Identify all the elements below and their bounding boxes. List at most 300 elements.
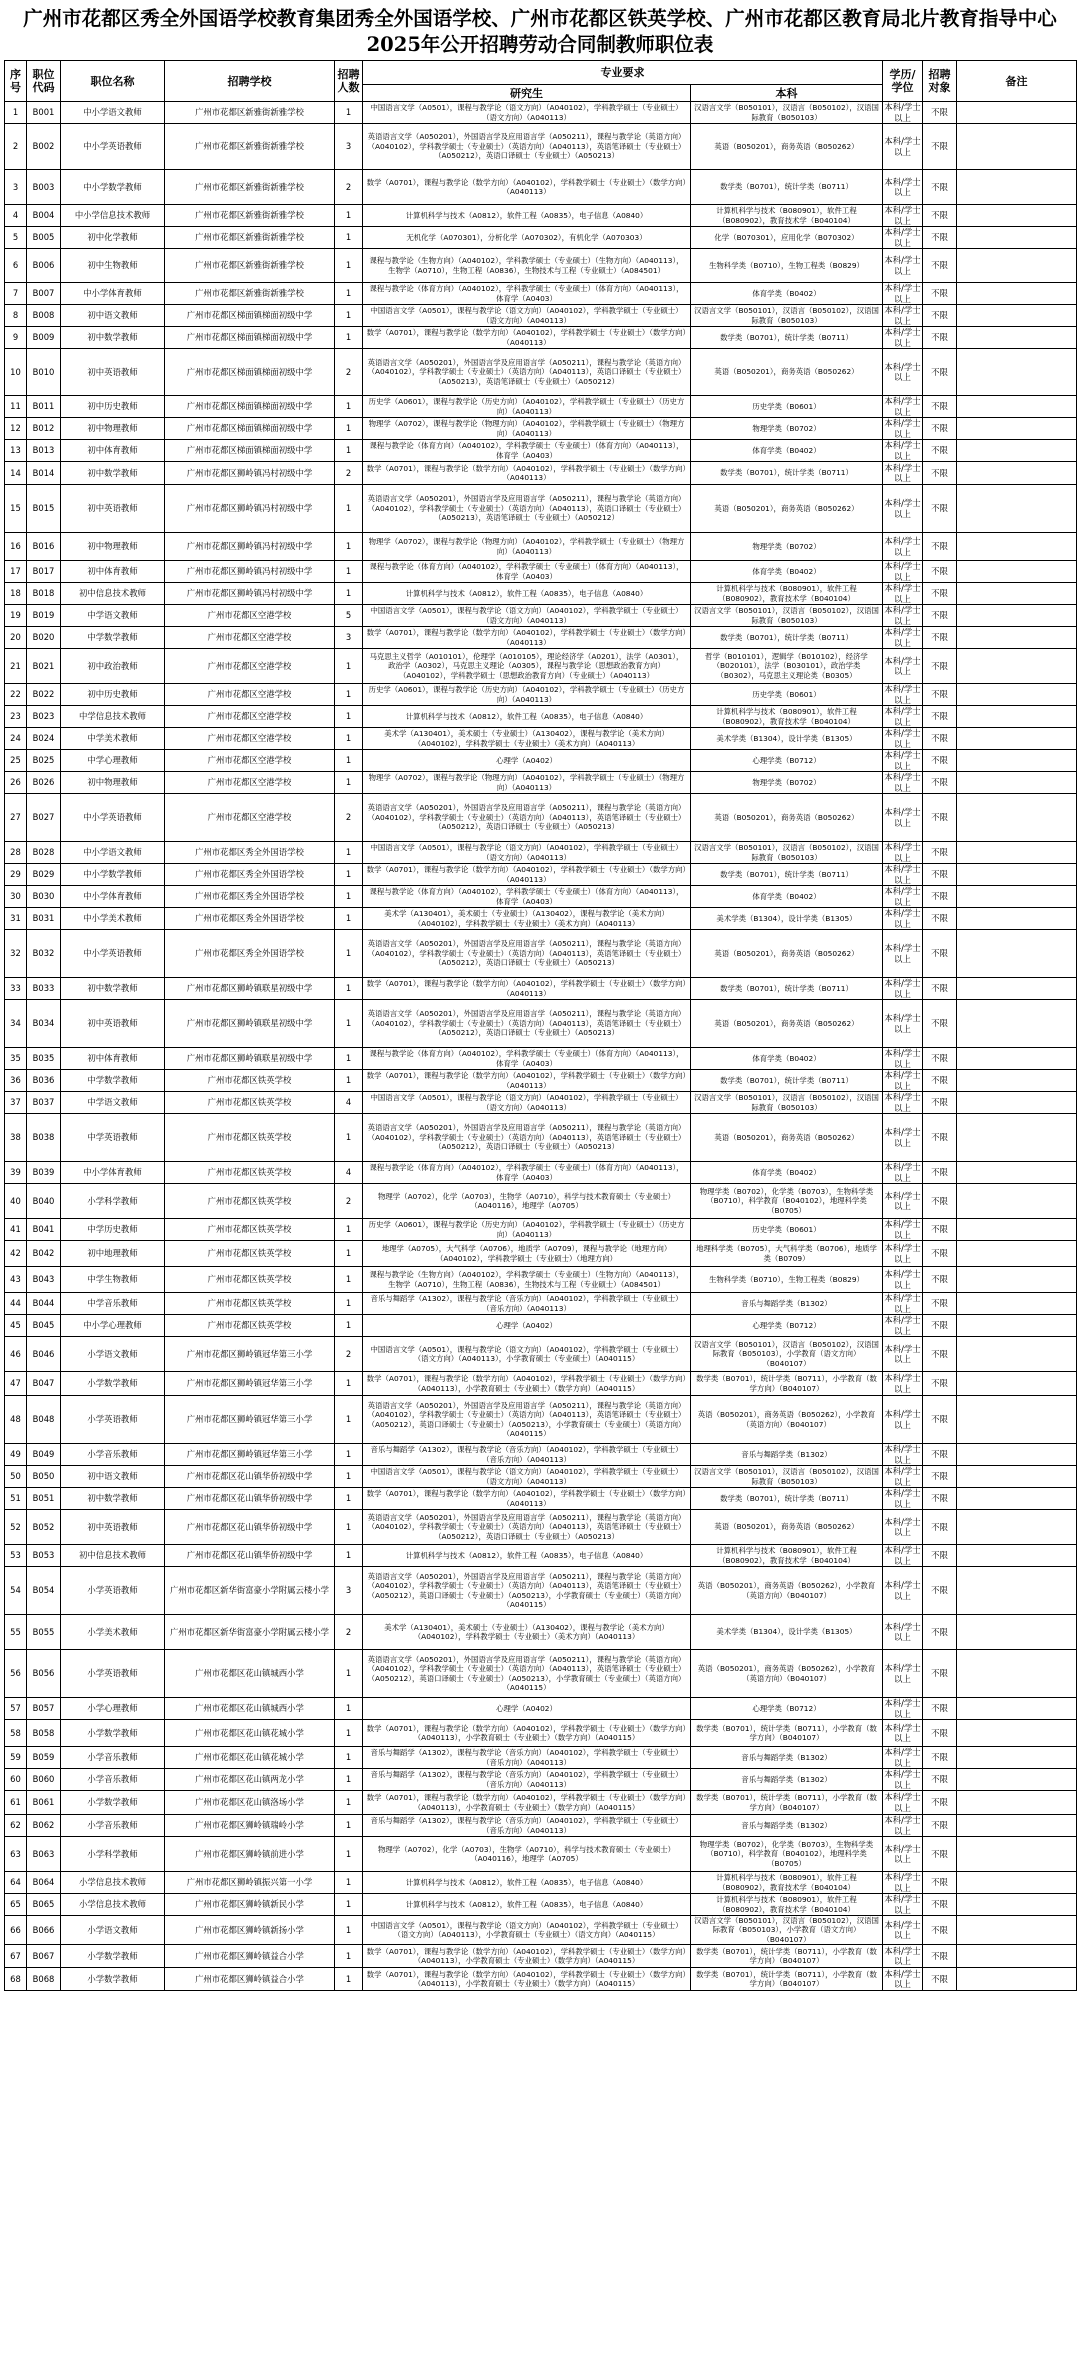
cell-count: 1 [335, 1747, 363, 1769]
cell-target: 不限 [923, 627, 957, 649]
cell-seq: 47 [5, 1372, 27, 1396]
cell-target: 不限 [923, 1184, 957, 1219]
cell-seq: 68 [5, 1968, 27, 1991]
cell-count: 1 [335, 485, 363, 533]
cell-code: B019 [27, 605, 61, 627]
cell-code: B028 [27, 842, 61, 864]
cell-undergraduate-major: 数学类（B0701），统计学类（B0711） [691, 864, 883, 886]
cell-school: 广州市花都区梯面镇梯面初级中学 [165, 305, 335, 327]
cell-count: 2 [335, 170, 363, 205]
cell-target: 不限 [923, 908, 957, 930]
cell-note [957, 440, 1077, 462]
cell-graduate-major: 英语语言文学（A050201），外国语言学及应用语言学（A050211），课程与教学论（英语方向）（A040102），学科教学硕士（专业硕士）（英语方向）（A040113），英语口译硕士（专业硕士）（A050213），英语笔译硕士（专业硕士）（A050212） [363, 485, 691, 533]
cell-count: 1 [335, 1372, 363, 1396]
cell-undergraduate-major: 数学类（B0701），统计学类（B0711） [691, 170, 883, 205]
cell-code: B016 [27, 533, 61, 561]
cell-undergraduate-major: 汉语言文学（B050101），汉语言（B050102），汉语国际教育（B050103） [691, 102, 883, 124]
cell-position-name: 中小学体育教师 [61, 886, 165, 908]
cell-target: 不限 [923, 533, 957, 561]
cell-education: 本科/学士以上 [884, 1769, 921, 1790]
cell-seq: 36 [5, 1070, 27, 1092]
header-graduate: 研究生 [363, 85, 691, 102]
cell-education: 本科/学士以上 [883, 1567, 923, 1615]
cell-school: 广州市花都区狮岭镇冯村初级中学 [165, 462, 335, 485]
cell-undergraduate-major: 数学类（B0701），统计学类（B0711） [691, 1070, 883, 1092]
cell-position-name: 初中英语教师 [61, 349, 165, 396]
cell-position-name: 初中数学教师 [61, 462, 165, 485]
cell-seq: 61 [5, 1791, 27, 1815]
cell-position-name: 中学语文教师 [61, 1092, 165, 1114]
cell-graduate-major: 英语语言文学（A050201），外国语言学及应用语言学（A050211），课程与教学论（英语方向）（A040102），学科教学硕士（专业硕士）（英语方向）（A040113），英语笔译硕士（专业硕士）（A050212），英语口译硕士（专业硕士）（A050213），小学教育硕士（专业硕士）（英语方向）（A040115） [363, 1650, 691, 1698]
cell-code: B062 [27, 1815, 61, 1837]
cell-note [957, 908, 1077, 930]
cell-undergraduate-major: 计算机科学与技术（B080901），软件工程（B080902），教育技术学（B040104） [691, 1545, 883, 1567]
table-row [5, 583, 1077, 605]
cell-count: 1 [335, 1510, 363, 1545]
cell-count: 1 [335, 1698, 363, 1720]
cell-graduate-major: 音乐与舞蹈学（A1302），课程与教学论（音乐方向）（A040102），学科教学硕士（专业硕士）（音乐方向）（A040113） [363, 1815, 691, 1837]
cell-school: 广州市花都区铁英学校 [165, 1219, 335, 1241]
cell-school: 广州市花都区空港学校 [165, 684, 335, 706]
cell-seq: 42 [5, 1241, 27, 1267]
cell-code: B023 [27, 706, 61, 728]
cell-code: B020 [27, 627, 61, 649]
cell-code: B002 [27, 124, 61, 170]
cell-code: B042 [27, 1241, 61, 1267]
cell-seq: 5 [5, 227, 27, 249]
cell-target: 不限 [923, 1747, 957, 1769]
cell-seq: 6 [5, 249, 27, 283]
cell-education: 本科/学士以上 [884, 305, 921, 326]
cell-count: 1 [335, 1048, 363, 1070]
cell-target: 不限 [923, 249, 957, 283]
cell-count: 4 [335, 1092, 363, 1114]
cell-count: 1 [335, 1293, 363, 1315]
cell-undergraduate-major: 英语（B050201），商务英语（B050262） [691, 1510, 883, 1545]
cell-target: 不限 [923, 561, 957, 583]
cell-undergraduate-major: 心理学类（B0712） [691, 750, 883, 772]
cell-count: 3 [335, 627, 363, 649]
cell-undergraduate-major: 计算机科学与技术（B080901），软件工程（B080902），教育技术学（B040104） [691, 583, 883, 605]
cell-school: 广州市花都区狮岭镇冯村初级中学 [165, 583, 335, 605]
cell-education: 本科/学士以上 [884, 1792, 921, 1813]
cell-education: 本科/学士以上 [884, 1048, 921, 1069]
table-row [5, 1444, 1077, 1466]
cell-school: 广州市花都区狮岭镇前进小学 [165, 1837, 335, 1872]
cell-position-name: 初中英语教师 [61, 1000, 165, 1048]
cell-undergraduate-major: 英语（B050201），商务英语（B050262），小学教育（英语方向）（B040107） [691, 1567, 883, 1615]
cell-graduate-major: 马克思主义哲学（A010101），伦理学（A010105），理论经济学（A0201），法学（A0301），政治学（A0302），马克思主义理论（A0305），课程与教学论（思想政治教育方向）（A040102），学科教学硕士（思想政治教育方向）（专业硕士）（A040113） [363, 649, 691, 684]
cell-school: 广州市花都区狮岭镇益合小学 [165, 1945, 335, 1968]
cell-target: 不限 [923, 1070, 957, 1092]
cell-code: B053 [27, 1545, 61, 1567]
cell-target: 不限 [923, 1945, 957, 1968]
cell-seq: 22 [5, 684, 27, 706]
table-row [5, 396, 1077, 418]
cell-seq: 4 [5, 205, 27, 227]
cell-note [957, 886, 1077, 908]
cell-count: 1 [335, 1488, 363, 1510]
cell-seq: 41 [5, 1219, 27, 1241]
cell-target: 不限 [923, 170, 957, 205]
cell-graduate-major: 数学（A0701），课程与教学论（数学方向）（A040102），学科教学硕士（专业硕士）（数学方向）（A040113） [363, 627, 691, 649]
cell-seq: 64 [5, 1872, 27, 1894]
cell-education: 本科/学士以上 [884, 772, 921, 793]
cell-position-name: 小学科学教师 [61, 1184, 165, 1219]
cell-count: 1 [335, 1466, 363, 1488]
cell-count: 1 [335, 1837, 363, 1872]
cell-education: 本科/学士以上 [884, 1698, 921, 1719]
table-row [5, 864, 1077, 886]
cell-count: 1 [335, 1791, 363, 1815]
cell-graduate-major: 计算机科学与技术（A0812），软件工程（A0835），电子信息（A0840） [363, 583, 691, 605]
cell-target: 不限 [923, 1837, 957, 1872]
table-row [5, 886, 1077, 908]
cell-code: B051 [27, 1488, 61, 1510]
cell-seq: 13 [5, 440, 27, 462]
cell-seq: 16 [5, 533, 27, 561]
cell-count: 1 [335, 728, 363, 750]
cell-undergraduate-major: 美术学类（B1304），设计学类（B1305） [691, 728, 883, 750]
cell-target: 不限 [923, 605, 957, 627]
cell-education: 本科/学士以上 [884, 1219, 921, 1240]
table-row [5, 1837, 1077, 1872]
cell-graduate-major: 无机化学（A070301），分析化学（A070302），有机化学（A070303） [363, 227, 691, 249]
cell-code: B024 [27, 728, 61, 750]
cell-count: 1 [335, 1219, 363, 1241]
cell-seq: 18 [5, 583, 27, 605]
cell-undergraduate-major: 音乐与舞蹈学类（B1302） [691, 1444, 883, 1466]
cell-school: 广州市花都区秀全外国语学校 [165, 864, 335, 886]
cell-undergraduate-major: 数学类（B0701），统计学类（B0711） [691, 462, 883, 485]
cell-seq: 53 [5, 1545, 27, 1567]
cell-graduate-major: 数学（A0701），课程与教学论（数学方向）（A040102），学科教学硕士（专业硕士）（数学方向）（A040113） [363, 327, 691, 349]
cell-undergraduate-major: 汉语言文学（B050101），汉语言（B050102），汉语国际教育（B050103） [691, 842, 883, 864]
cell-position-name: 小学英语教师 [61, 1650, 165, 1698]
cell-count: 1 [335, 1545, 363, 1567]
cell-education: 本科/学士以上 [883, 1000, 923, 1048]
cell-seq: 39 [5, 1162, 27, 1184]
cell-code: B054 [27, 1567, 61, 1615]
cell-note [957, 1114, 1077, 1162]
cell-note [957, 605, 1077, 627]
cell-graduate-major: 英语语言文学（A050201），外国语言学及应用语言学（A050211），课程与教学论（英语方向）（A040102），学科教学硕士（专业硕士）（英语方向）（A040113），英语笔译硕士（专业硕士）（A050212），英语口译硕士（专业硕士）（A050213） [363, 124, 691, 170]
cell-code: B033 [27, 978, 61, 1000]
cell-code: B031 [27, 908, 61, 930]
cell-graduate-major: 心理学（A0402） [363, 1315, 691, 1337]
cell-code: B034 [27, 1000, 61, 1048]
cell-note [957, 1720, 1077, 1747]
cell-graduate-major: 美术学（A130401），美术硕士（专业硕士）（A130402），课程与教学论（美术方向）（A040102），学科教学硕士（专业硕士）（美术方向）（A040113） [363, 1615, 691, 1650]
table-row [5, 440, 1077, 462]
cell-position-name: 初中物理教师 [61, 533, 165, 561]
cell-undergraduate-major: 美术学类（B1304），设计学类（B1305） [691, 1615, 883, 1650]
table-row [5, 684, 1077, 706]
cell-target: 不限 [923, 794, 957, 842]
cell-education: 本科/学士以上 [883, 1650, 923, 1698]
cell-note [957, 1293, 1077, 1315]
cell-note [957, 1916, 1077, 1945]
cell-code: B026 [27, 772, 61, 794]
cell-school: 广州市花都区梯面镇梯面初级中学 [165, 349, 335, 396]
cell-count: 2 [335, 1337, 363, 1372]
cell-school: 广州市花都区梯面镇梯面初级中学 [165, 396, 335, 418]
cell-target: 不限 [923, 349, 957, 396]
cell-graduate-major: 课程与教学论（体育方向）（A040102），学科教学硕士（专业硕士）（体育方向）（A040113），体育学（A0403） [363, 1162, 691, 1184]
cell-school: 广州市花都区狮岭镇联星初级中学 [165, 1000, 335, 1048]
cell-seq: 63 [5, 1837, 27, 1872]
cell-count: 5 [335, 605, 363, 627]
cell-education: 本科/学士以上 [884, 1162, 921, 1183]
table-row [5, 706, 1077, 728]
cell-note [957, 627, 1077, 649]
cell-education: 本科/学士以上 [884, 978, 921, 999]
cell-count: 1 [335, 561, 363, 583]
cell-seq: 44 [5, 1293, 27, 1315]
cell-target: 不限 [923, 327, 957, 349]
cell-undergraduate-major: 历史学类（B0601） [691, 684, 883, 706]
cell-school: 广州市花都区铁英学校 [165, 1070, 335, 1092]
cell-target: 不限 [923, 864, 957, 886]
cell-school: 广州市花都区铁英学校 [165, 1184, 335, 1219]
cell-note [957, 1048, 1077, 1070]
cell-undergraduate-major: 英语（B050201），商务英语（B050262），小学教育（英语方向）（B040107） [691, 1396, 883, 1444]
cell-target: 不限 [923, 1769, 957, 1791]
cell-position-name: 初中地理教师 [61, 1241, 165, 1267]
cell-undergraduate-major: 历史学类（B0601） [691, 1219, 883, 1241]
cell-education: 本科/学士以上 [883, 1337, 923, 1372]
cell-target: 不限 [923, 102, 957, 124]
cell-education: 本科/学士以上 [884, 1747, 921, 1768]
cell-undergraduate-major: 英语（B050201），商务英语（B050262） [691, 930, 883, 978]
cell-seq: 67 [5, 1945, 27, 1968]
table-row [5, 1894, 1077, 1916]
table-row [5, 1000, 1077, 1048]
cell-note [957, 1769, 1077, 1791]
cell-code: B060 [27, 1769, 61, 1791]
cell-seq: 32 [5, 930, 27, 978]
cell-target: 不限 [923, 205, 957, 227]
cell-position-name: 小学音乐教师 [61, 1444, 165, 1466]
table-row [5, 1184, 1077, 1219]
cell-code: B039 [27, 1162, 61, 1184]
table-row [5, 627, 1077, 649]
cell-note [957, 124, 1077, 170]
cell-seq: 27 [5, 794, 27, 842]
cell-note [957, 1162, 1077, 1184]
cell-position-name: 中学心理教师 [61, 750, 165, 772]
cell-position-name: 小学美术教师 [61, 1615, 165, 1650]
cell-code: B015 [27, 485, 61, 533]
cell-school: 广州市花都区秀全外国语学校 [165, 930, 335, 978]
cell-position-name: 初中语文教师 [61, 305, 165, 327]
cell-undergraduate-major: 计算机科学与技术（B080901），软件工程（B080902），教育技术学（B040104） [691, 205, 883, 227]
cell-position-name: 初中体育教师 [61, 440, 165, 462]
cell-graduate-major: 数学（A0701），课程与教学论（数学方向）（A040102），学科教学硕士（专业硕士）（数学方向）（A040113） [363, 864, 691, 886]
cell-school: 广州市花都区新雅街新雅学校 [165, 102, 335, 124]
cell-count: 2 [335, 462, 363, 485]
cell-position-name: 小学数学教师 [61, 1720, 165, 1747]
cell-target: 不限 [923, 1092, 957, 1114]
cell-seq: 26 [5, 772, 27, 794]
cell-code: B040 [27, 1184, 61, 1219]
cell-target: 不限 [923, 1488, 957, 1510]
cell-seq: 45 [5, 1315, 27, 1337]
cell-target: 不限 [923, 283, 957, 305]
cell-target: 不限 [923, 462, 957, 485]
table-row [5, 1293, 1077, 1315]
cell-school: 广州市花都区新华街富豪小学附属云楼小学 [165, 1567, 335, 1615]
cell-count: 1 [335, 1769, 363, 1791]
cell-undergraduate-major: 体育学类（B0402） [691, 561, 883, 583]
cell-undergraduate-major: 音乐与舞蹈学类（B1302） [691, 1293, 883, 1315]
cell-code: B041 [27, 1219, 61, 1241]
cell-school: 广州市花都区狮岭镇联星初级中学 [165, 978, 335, 1000]
cell-code: B055 [27, 1615, 61, 1650]
cell-seq: 33 [5, 978, 27, 1000]
cell-education: 本科/学士以上 [883, 1615, 923, 1650]
cell-education: 本科/学士以上 [883, 1916, 923, 1945]
cell-count: 1 [335, 772, 363, 794]
cell-code: B004 [27, 205, 61, 227]
cell-code: B048 [27, 1396, 61, 1444]
cell-count: 1 [335, 1444, 363, 1466]
table-header [5, 61, 1077, 102]
table-row [5, 1650, 1077, 1698]
cell-count: 1 [335, 227, 363, 249]
cell-code: B009 [27, 327, 61, 349]
cell-note [957, 583, 1077, 605]
cell-school: 广州市花都区铁英学校 [165, 1092, 335, 1114]
cell-seq: 25 [5, 750, 27, 772]
cell-position-name: 中学语文教师 [61, 605, 165, 627]
cell-graduate-major: 课程与教学论（生物方向）（A040102），学科教学硕士（专业硕士）（生物方向）（A040113），生物学（A0710），生物工程（A0836），生物技术与工程（专业硕士）（A084501） [363, 249, 691, 283]
table-row [5, 1720, 1077, 1747]
cell-note [957, 1396, 1077, 1444]
cell-position-name: 小学英语教师 [61, 1396, 165, 1444]
cell-position-name: 中小学英语教师 [61, 794, 165, 842]
cell-seq: 12 [5, 418, 27, 440]
cell-position-name: 初中数学教师 [61, 978, 165, 1000]
cell-graduate-major: 中国语言文学（A0501），课程与教学论（语文方向）（A040102），学科教学硕士（专业硕士）（语文方向）（A040113） [363, 842, 691, 864]
table-row [5, 1916, 1077, 1945]
cell-count: 1 [335, 978, 363, 1000]
cell-graduate-major: 中国语言文学（A0501），课程与教学论（语文方向）（A040102），学科教学硕士（专业硕士）（语文方向）（A040113） [363, 605, 691, 627]
cell-target: 不限 [923, 728, 957, 750]
cell-count: 1 [335, 842, 363, 864]
cell-target: 不限 [923, 396, 957, 418]
cell-graduate-major: 音乐与舞蹈学（A1302），课程与教学论（音乐方向）（A040102），学科教学硕士（专业硕士）（音乐方向）（A040113） [363, 1293, 691, 1315]
cell-undergraduate-major: 体育学类（B0402） [691, 440, 883, 462]
cell-count: 1 [335, 1315, 363, 1337]
table-row [5, 1747, 1077, 1769]
cell-count: 2 [335, 349, 363, 396]
cell-code: B068 [27, 1968, 61, 1991]
table-row [5, 772, 1077, 794]
cell-target: 不限 [923, 1650, 957, 1698]
cell-target: 不限 [923, 750, 957, 772]
cell-education: 本科/学士以上 [884, 842, 921, 863]
cell-undergraduate-major: 汉语言文学（B050101），汉语言（B050102），汉语国际教育（B050103） [691, 605, 883, 627]
cell-school: 广州市花都区狮岭镇联星初级中学 [165, 1048, 335, 1070]
cell-undergraduate-major: 计算机科学与技术（B080901），软件工程（B080902），教育技术学（B040104） [691, 706, 883, 728]
cell-education: 本科/学士以上 [883, 485, 923, 533]
cell-graduate-major: 音乐与舞蹈学（A1302），课程与教学论（音乐方向）（A040102），学科教学硕士（专业硕士）（音乐方向）（A040113） [363, 1747, 691, 1769]
cell-graduate-major: 英语语言文学（A050201），外国语言学及应用语言学（A050211），课程与教学论（英语方向）（A040102），学科教学硕士（专业硕士）（英语方向）（A040113），英语笔译硕士（专业硕士）（A050212），英语口译硕士（专业硕士）（A050213） [363, 930, 691, 978]
cell-note [957, 1872, 1077, 1894]
cell-seq: 46 [5, 1337, 27, 1372]
cell-graduate-major: 历史学（A0601），课程与教学论（历史方向）（A040102），学科教学硕士（专业硕士）（历史方向）（A040113） [363, 684, 691, 706]
table-row [5, 1162, 1077, 1184]
cell-note [957, 561, 1077, 583]
cell-count: 1 [335, 1241, 363, 1267]
cell-graduate-major: 音乐与舞蹈学（A1302），课程与教学论（音乐方向）（A040102），学科教学硕士（专业硕士）（音乐方向）（A040113） [363, 1444, 691, 1466]
cell-position-name: 初中历史教师 [61, 396, 165, 418]
cell-position-name: 中学英语教师 [61, 1114, 165, 1162]
cell-seq: 11 [5, 396, 27, 418]
table-row [5, 794, 1077, 842]
cell-undergraduate-major: 汉语言文学（B050101），汉语言（B050102），汉语国际教育（B050103） [691, 1466, 883, 1488]
cell-seq: 50 [5, 1466, 27, 1488]
cell-target: 不限 [923, 1720, 957, 1747]
cell-position-name: 初中物理教师 [61, 418, 165, 440]
cell-note [957, 978, 1077, 1000]
cell-position-name: 中小学英语教师 [61, 124, 165, 170]
cell-education: 本科/学士以上 [884, 1968, 921, 1990]
cell-note [957, 728, 1077, 750]
cell-seq: 19 [5, 605, 27, 627]
cell-graduate-major: 中国语言文学（A0501），课程与教学论（语文方向）（A040102），学科教学硕士（专业硕士）（语文方向）（A040113），小学教育硕士（专业硕士）（语文方向）（A040115） [363, 1916, 691, 1945]
cell-position-name: 初中物理教师 [61, 772, 165, 794]
cell-count: 1 [335, 649, 363, 684]
cell-school: 广州市花都区狮岭镇新扬小学 [165, 1916, 335, 1945]
cell-position-name: 初中英语教师 [61, 485, 165, 533]
table-row [5, 1070, 1077, 1092]
cell-school: 广州市花都区空港学校 [165, 772, 335, 794]
cell-count: 1 [335, 440, 363, 462]
cell-education: 本科/学士以上 [883, 1837, 923, 1872]
cell-note [957, 1488, 1077, 1510]
cell-graduate-major: 历史学（A0601），课程与教学论（历史方向）（A040102），学科教学硕士（专业硕士）（历史方向）（A040113） [363, 396, 691, 418]
cell-count: 1 [335, 886, 363, 908]
cell-note [957, 305, 1077, 327]
table-row [5, 1769, 1077, 1791]
cell-position-name: 初中数学教师 [61, 327, 165, 349]
cell-note [957, 930, 1077, 978]
cell-count: 1 [335, 1396, 363, 1444]
cell-target: 不限 [923, 706, 957, 728]
cell-target: 不限 [923, 124, 957, 170]
cell-undergraduate-major: 汉语言文学（B050101），汉语言（B050102），汉语国际教育（B050103） [691, 305, 883, 327]
table-row [5, 908, 1077, 930]
cell-seq: 8 [5, 305, 27, 327]
cell-position-name: 中小学体育教师 [61, 1162, 165, 1184]
cell-position-name: 小学数学教师 [61, 1791, 165, 1815]
cell-education: 本科/学士以上 [884, 1466, 921, 1487]
cell-note [957, 1000, 1077, 1048]
table-row [5, 1567, 1077, 1615]
cell-note [957, 1241, 1077, 1267]
cell-graduate-major: 数学（A0701），课程与教学论（数学方向）（A040102），学科教学硕士（专业硕士）（数学方向）（A040113） [363, 1070, 691, 1092]
cell-education: 本科/学士以上 [884, 1092, 921, 1113]
cell-education: 本科/学士以上 [883, 1396, 923, 1444]
cell-graduate-major: 课程与教学论（体育方向）（A040102），学科教学硕士（专业硕士）（体育方向）（A040113），体育学（A0403） [363, 1048, 691, 1070]
cell-note [957, 1092, 1077, 1114]
cell-position-name: 初中政治教师 [61, 649, 165, 684]
cell-education: 本科/学士以上 [884, 1872, 921, 1893]
cell-education: 本科/学士以上 [884, 1945, 921, 1967]
cell-code: B063 [27, 1837, 61, 1872]
